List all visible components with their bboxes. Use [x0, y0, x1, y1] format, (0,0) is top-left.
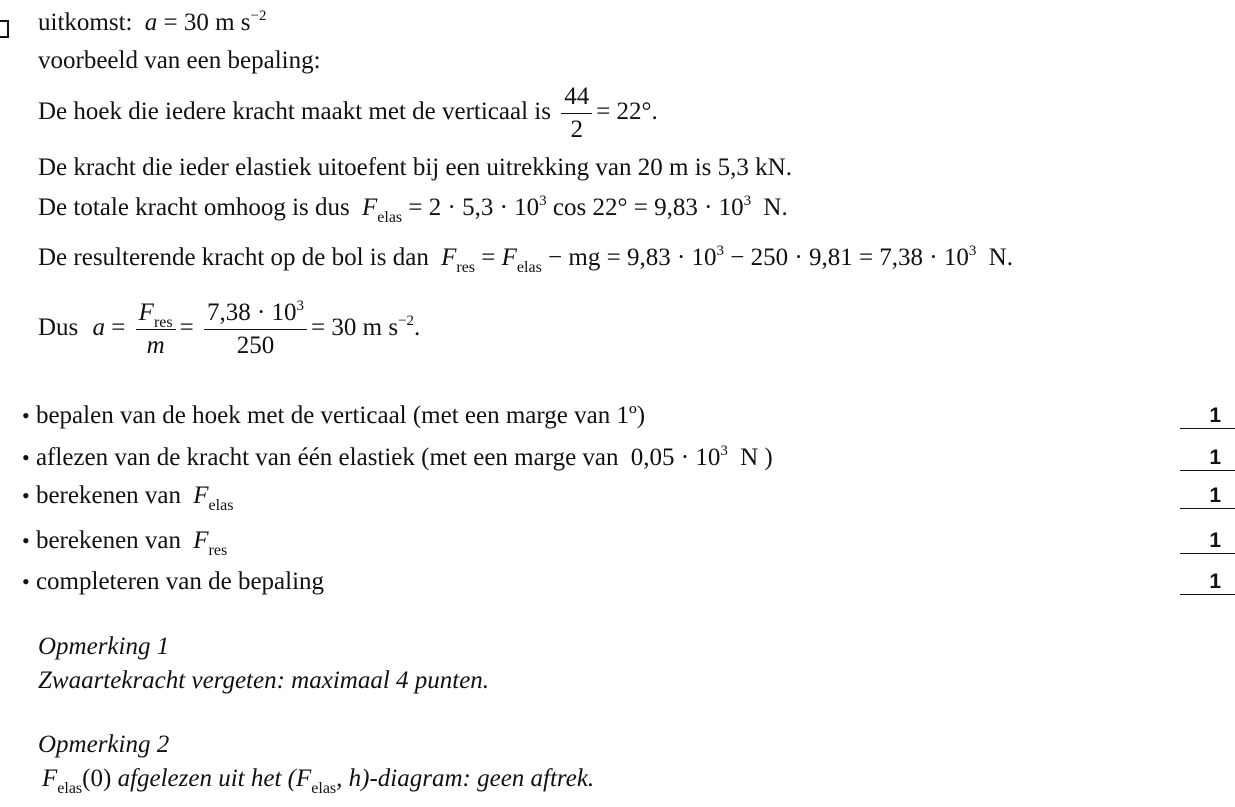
score-5: 1 [1180, 570, 1235, 595]
step-angle-text: De hoek die iedere kracht maakt met de verticaal is [38, 98, 551, 125]
fraction-44-2: $\frac{44}{2}$ [561, 83, 592, 144]
criterion-2: • aflezen van de kracht van één elastiek (met een marge van $0,05 \cdot 10^3$ N ) [22, 443, 773, 471]
step-force-read: De kracht die ieder elastiek uitoefent bij een uitrekking van 20 m is 5,3 kN. [38, 154, 792, 181]
checkbox-marker [0, 20, 9, 38]
score-2: 1 [1180, 446, 1235, 471]
fraction-value: $\frac{7,38 \cdot 10^3}{250}$ [204, 299, 307, 360]
uitkomst-exp: −2 [250, 8, 267, 24]
remark-1-text: Zwaartekracht vergeten: maximaal 4 punten. [38, 667, 490, 694]
remark-1-title: Opmerking 1 [38, 633, 170, 660]
score-3: 1 [1180, 484, 1235, 509]
step-resulting-force: De resulterende kracht op de bol is dan $F_{res} = F_{elas}$ − mg = $9,83 \cdot 10^3 - 250 \cdot 9,81 = 7,38 \cdot 10^3$ N. [38, 243, 1013, 276]
uitkomst-label: uitkomst: [38, 9, 133, 36]
uitkomst-line: uitkomst: a = 30 m $s^{-2}$ [38, 8, 267, 36]
score-1: 1 [1180, 404, 1235, 429]
step-total-force: De totale kracht omhoog is dus $F_{elas} = 2 \cdot 5,3 \cdot 10^3$ $\cos 22^\circ = 9,83 \cdot 10^3$ N. [38, 193, 788, 226]
step-angle-result: = 22°. [596, 98, 658, 125]
criterion-4: • berekenen van $F_{res}$ [22, 527, 228, 559]
remark-2-text: $F_{elas}(0)$ afgelezen uit het ($F_{elas}$, h)-diagram: geen aftrek. [42, 765, 595, 797]
voorbeeld-label: voorbeeld van een bepaling: [38, 47, 321, 74]
fraction-fres-m: $\frac{F_{res}}{m}$ [136, 299, 176, 360]
criterion-5: • completeren van de bepaling [22, 568, 325, 595]
step-angle [38, 82, 658, 142]
criterion-3: • berekenen van $F_{elas}$ [22, 482, 234, 514]
criterion-1: • bepalen van de hoek met de verticaal (met een marge van 1º) [22, 402, 646, 429]
score-4: 1 [1180, 529, 1235, 554]
step-acceleration: Dus a = $\frac{F_{res}}{m}$ = $\frac{7,38 \cdot 10^3}{250}$ = 30 m $s^{-2}$. [38, 297, 421, 359]
remark-2-title: Opmerking 2 [38, 731, 170, 758]
